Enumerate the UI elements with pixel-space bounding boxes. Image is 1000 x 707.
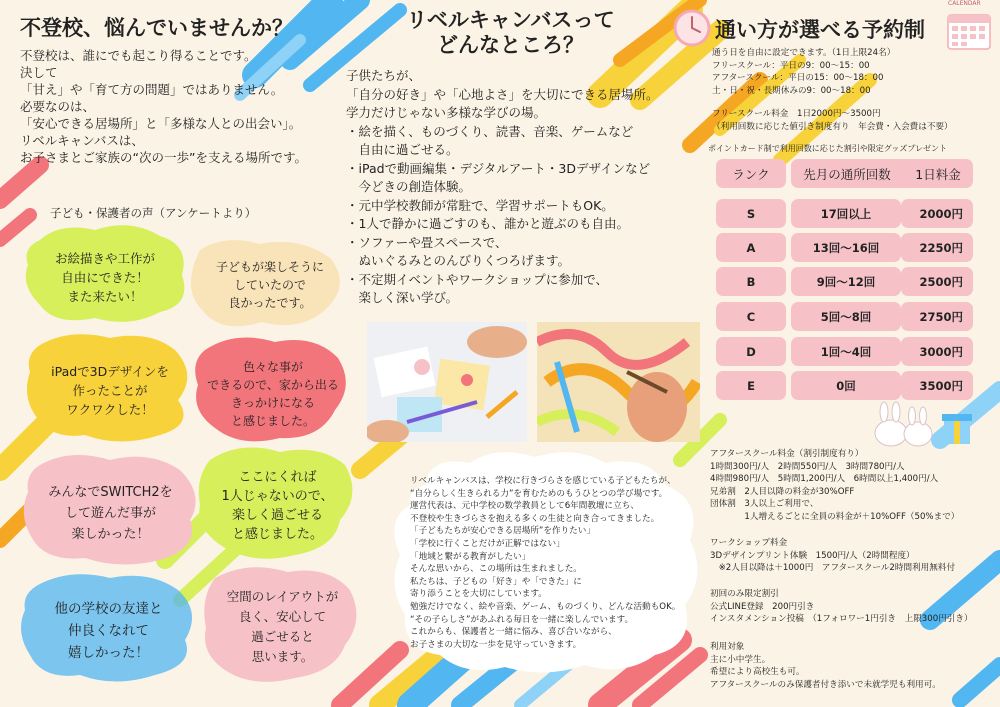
rank-table-row bbox=[716, 302, 973, 331]
voices-title: 子ども・保護者の声（アンケートより） bbox=[50, 206, 257, 220]
after-line: 団体割 3人以上ご利用で、 bbox=[710, 499, 819, 510]
discount-line: 公式LINE登録 200円引き bbox=[710, 601, 815, 612]
voice-text: iPadで3Dデザインを 作ったことが ワクワクした！ bbox=[51, 363, 169, 417]
after-line: 4時間980円/人 5時間1,200円/人 6時間以上1,400円/人 bbox=[710, 474, 939, 485]
intro-line: 「安心できる居場所」と「多様な人との出会い」。 bbox=[20, 116, 302, 131]
voice-text: 子どもが楽しそうに していたので 良かったです。 bbox=[215, 260, 324, 310]
body-line: ・iPadで動画編集・デジタルアート・3Dデザインなど bbox=[346, 160, 651, 176]
target-text bbox=[710, 641, 1000, 691]
target-line: 希望により高校生も可。 bbox=[710, 667, 805, 678]
fee-line: フリースクール料金 1日2000円〜3500円 bbox=[712, 109, 881, 119]
intro-line: 不登校は、誰にでも起こり得ることです。 bbox=[20, 48, 257, 63]
voice-text: 色々な事が できるので、家から出る きっかけになる と感じました。 bbox=[207, 360, 339, 428]
cloud-line: そんな思いから、この場所は生まれました。 bbox=[410, 564, 582, 575]
body-line: ・ソファーや畳スペースで、 bbox=[346, 234, 508, 250]
fee-text bbox=[712, 108, 997, 133]
workshop-line: ※2人目以降は＋1000円 アフタースクール2時間利用無料付 bbox=[710, 563, 956, 574]
rank-visits: 1回〜4回 bbox=[791, 337, 901, 366]
intro-line: 決して bbox=[20, 65, 58, 80]
schedule-text bbox=[712, 47, 992, 97]
workshop-text bbox=[710, 537, 995, 575]
body-line: 今どきの創造体験。 bbox=[346, 179, 472, 194]
rank-fee: 3000円 bbox=[901, 337, 973, 366]
calendar-label: CALENDAR bbox=[948, 0, 981, 7]
rank-letter: B bbox=[716, 267, 786, 296]
rank-header-text: 先月の通所回数 bbox=[803, 166, 891, 182]
voice-text: みんなでSWITCH2を して遊んだ事が 楽しかった！ bbox=[48, 484, 173, 542]
rank-visits: 9回〜12回 bbox=[791, 267, 901, 296]
body-line: ・不定期イベントやワークショップに参加で、 bbox=[346, 271, 609, 287]
discount-text bbox=[710, 588, 1000, 626]
middle-title-line: リベルキャンバスって bbox=[406, 8, 615, 32]
body-line: ・元中学校教師が常駐で、学習サポートもOK。 bbox=[346, 197, 614, 213]
discount-line: インスタメンション投稿 （1フォロワー1円引き 上限300円引き） bbox=[710, 614, 973, 625]
cloud-line: “自分らしく生きられる力”を育むためのもうひとつの学び場です。 bbox=[410, 488, 668, 499]
body-line: 学力だけじゃない多様な学びの場。 bbox=[346, 105, 547, 120]
rank-table-row bbox=[716, 199, 973, 228]
cloud-line: 寄り添うことを大切にしています。 bbox=[410, 589, 547, 600]
schedule-line: アフタースクール：平日の15：00〜18：00 bbox=[712, 73, 884, 84]
after-school-text bbox=[710, 448, 995, 524]
painting-child-photo bbox=[537, 322, 700, 442]
rank-table-row bbox=[716, 337, 973, 366]
cloud-line: リベルキャンバスは、学校に行きづらさを感じている子どもたちが、 bbox=[410, 476, 676, 486]
voice-text: 空間のレイアウトが 良く、安心して 過ごせると 思います。 bbox=[226, 589, 339, 664]
cloud-text bbox=[410, 475, 700, 651]
after-line: 1時間300円/人 2時間550円/人 3時間780円/人 bbox=[710, 461, 905, 472]
target-line: 主に小中学生。 bbox=[710, 654, 771, 665]
calendar-icon bbox=[947, 10, 991, 50]
rank-visits: 13回〜16回 bbox=[791, 233, 901, 262]
rank-header-text: 1日料金 bbox=[915, 166, 961, 182]
middle-title bbox=[368, 8, 653, 58]
clock-icon bbox=[672, 8, 712, 48]
schedule-line: 通う日を自由に設定できます。（1日上限24名） bbox=[712, 48, 896, 58]
page-title: 不登校、悩んでいませんか？ bbox=[20, 16, 293, 40]
rank-fee: 2250円 bbox=[901, 233, 973, 262]
cloud-line: 私たちは、子どもの「好き」や「できた」に bbox=[410, 576, 582, 587]
cloud-line: お子さまの大切な一歩を見守っていきます。 bbox=[410, 639, 582, 650]
schedule-line: 土・日・祝・長期休みの9：00〜18：00 bbox=[712, 85, 871, 96]
workshop-line: 3Dデザインプリント体験 1500円/人（2時間程度） bbox=[710, 550, 915, 561]
after-line: 兄弟割 2人目以降の料金が30%OFF bbox=[710, 486, 855, 497]
target-line: 利用対象 bbox=[710, 642, 745, 652]
body-line: ・絵を描く、ものづくり、読書、音楽、ゲームなど bbox=[346, 123, 634, 139]
craft-table-photo bbox=[367, 322, 527, 442]
rank-letter: C bbox=[716, 302, 786, 331]
rank-table-row bbox=[716, 267, 973, 296]
intro-line: リベルキャンバスは、 bbox=[20, 133, 144, 148]
rank-fee: 3500円 bbox=[901, 371, 973, 400]
cloud-line: 勉強だけでなく、絵や音楽、ゲーム、ものづくり、どんな活動もOK。 bbox=[410, 601, 681, 612]
intro-line: お子さまとご家族の“次の一歩”を支える場所です。 bbox=[20, 150, 307, 165]
body-line: ・1人で静かに過ごすのも、誰かと遊ぶのも自由。 bbox=[346, 216, 629, 231]
cloud-line: 「子どもたちが安心できる居場所”を作りたい」 bbox=[410, 526, 595, 537]
rank-header-cell bbox=[791, 159, 973, 188]
intro-line: 必要なのは、 bbox=[20, 99, 96, 114]
workshop-line: ワークショップ料金 bbox=[710, 538, 788, 548]
fee-line: （利用回数に応じた値引き制度有り 年会費・入会費は不要） bbox=[712, 121, 953, 132]
rank-visits: 0回 bbox=[791, 371, 901, 400]
body-line: 子供たちが、 bbox=[346, 68, 422, 83]
cloud-line: これからも、保護者と一緒に悩み、喜び合いながら、 bbox=[410, 627, 617, 638]
target-line: アフタースクールのみ保護者付き添いで未就学児も利用可。 bbox=[710, 679, 941, 690]
middle-body bbox=[346, 67, 696, 308]
bunny-gift-illustration bbox=[866, 398, 976, 448]
schedule-line: フリースクール：平日の9：00〜15：00 bbox=[712, 60, 870, 71]
cloud-line: 運営代表は、元中学校の数学教員として6年間教壇に立ち、 bbox=[410, 501, 639, 512]
cloud-line: 「地域と繋がる教育がしたい」 bbox=[410, 551, 531, 562]
rank-visits: 17回以上 bbox=[791, 199, 901, 228]
middle-title-line: どんなところ？ bbox=[437, 33, 584, 57]
intro-line: 「甘え」や「育て方の問題」ではありません。 bbox=[20, 82, 284, 97]
rank-letter: A bbox=[716, 233, 786, 262]
point-card-text: ポイントカード制で利用回数に応じた割引や限定グッズプレゼント bbox=[708, 144, 948, 153]
rank-table-header bbox=[716, 159, 973, 188]
rank-header-cell: ランク bbox=[716, 159, 786, 188]
rank-fee: 2000円 bbox=[901, 199, 973, 228]
voice-text: 他の学校の友達と 仲良くなれて 嬉しかった！ bbox=[54, 601, 163, 661]
voice-text: お絵描きや工作が 自由にできた！ また来たい！ bbox=[54, 250, 155, 304]
discount-line: 初回のみ限定割引 bbox=[710, 589, 779, 599]
rank-visits: 5回〜8回 bbox=[791, 302, 901, 331]
cloud-line: “その子らしさ”があふれる毎日を一緒に楽しんでいます。 bbox=[410, 614, 634, 625]
rank-table-row bbox=[716, 233, 973, 262]
rank-letter: D bbox=[716, 337, 786, 366]
cloud-line: 不登校や生きづらさを抱える多くの生徒と向き合ってきました。 bbox=[410, 513, 660, 524]
after-line: アフタースクール料金（割引制度有り） bbox=[710, 449, 864, 459]
body-line: 楽しく深い学び。 bbox=[346, 290, 459, 305]
body-line: 自由に過ごせる。 bbox=[346, 142, 459, 157]
rank-fee: 2750円 bbox=[901, 302, 973, 331]
rank-letter: E bbox=[716, 371, 786, 400]
body-line: 「自分の好き」や「心地よさ」を大切にできる居場所。 bbox=[346, 86, 659, 102]
after-line: 1人増えるごとに全員の料金が＋10%OFF（50%まで） bbox=[710, 511, 960, 522]
rank-fee: 2500円 bbox=[901, 267, 973, 296]
body-line: ぬいぐるみとのんびりくつろげます。 bbox=[346, 253, 571, 268]
rank-letter: S bbox=[716, 199, 786, 228]
cloud-line: 「学校に行くことだけが正解ではない」 bbox=[410, 538, 565, 549]
right-title: 通い方が選べる予約制 bbox=[715, 18, 925, 42]
voice-text: ここにくれば 1人じゃないので、 楽しく過ごせる と感じました。 bbox=[221, 470, 334, 542]
rank-table-row bbox=[716, 371, 973, 400]
